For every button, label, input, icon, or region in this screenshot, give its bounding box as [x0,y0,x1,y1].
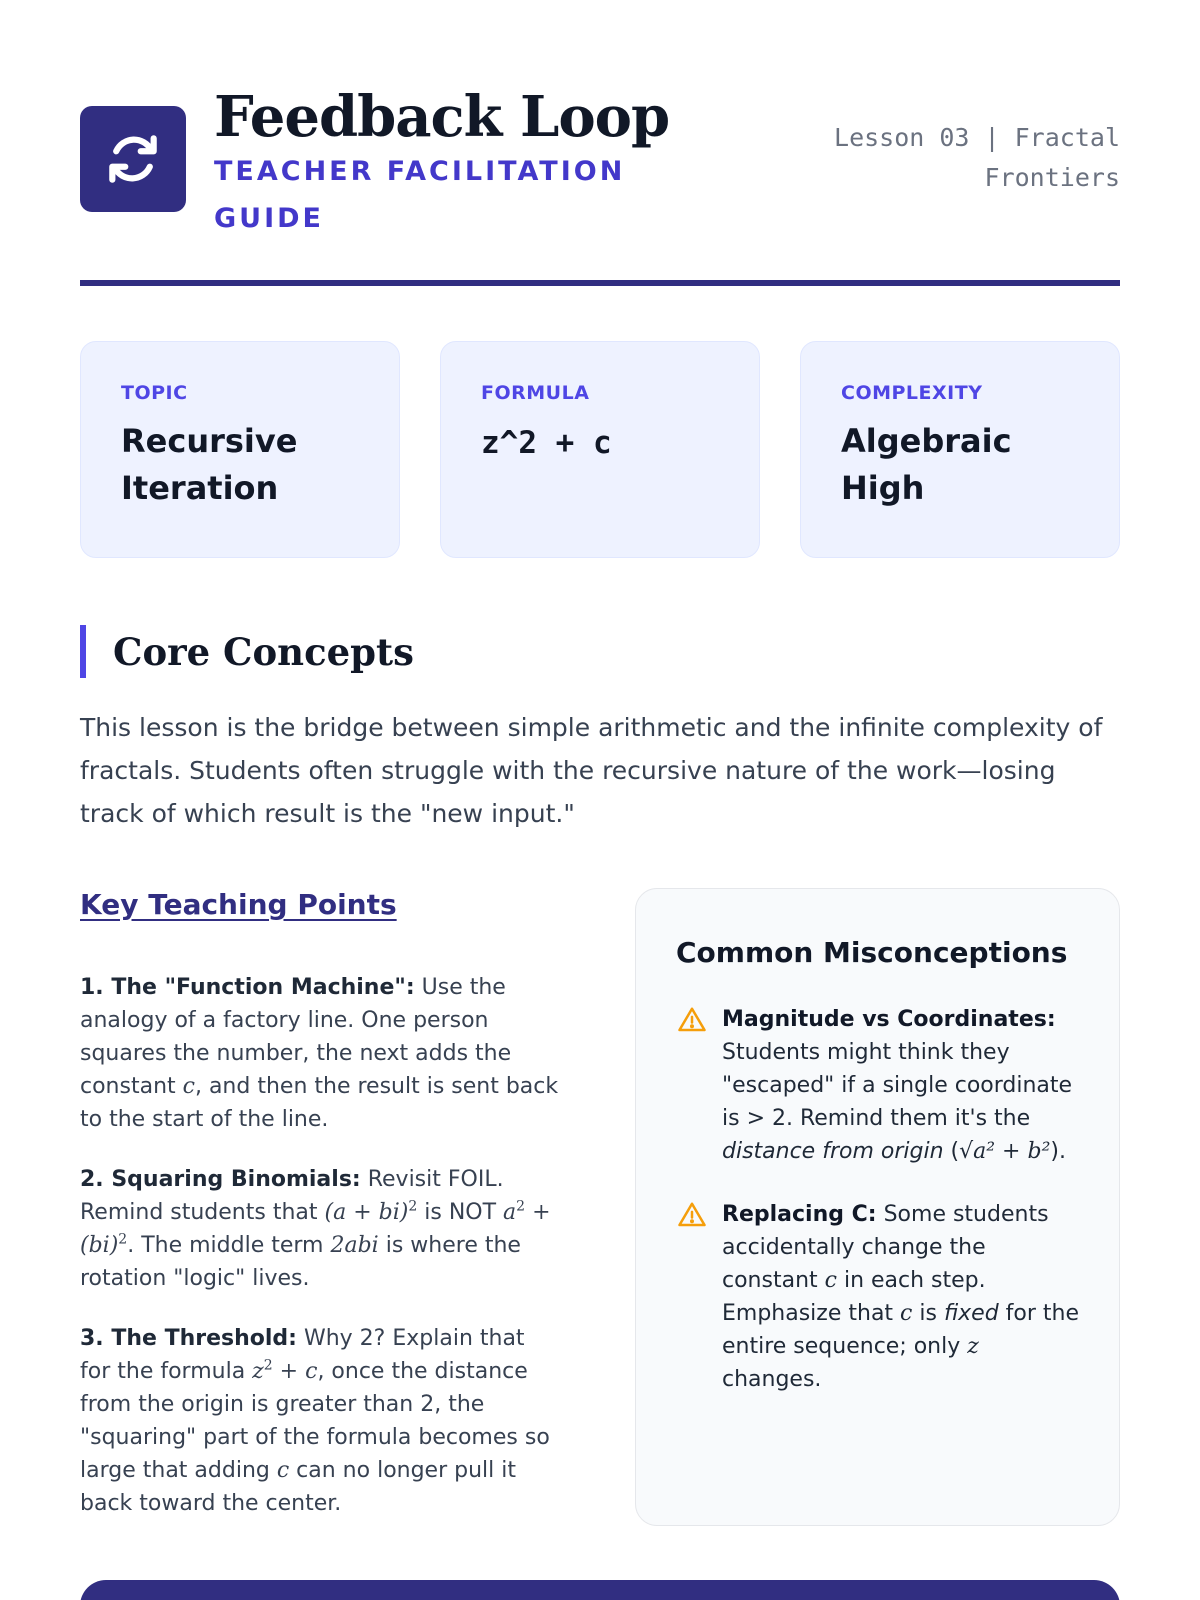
teaching-point [80,971,560,1136]
misconception-item [676,1198,1079,1396]
misconception-text: in each step. Emphasize that [722,1268,986,1326]
misconception-text: changes. [722,1367,822,1392]
refresh-icon [102,128,164,190]
page-header [80,82,1120,252]
card-value-line: Iteration [121,469,279,507]
page-subtitle: TEACHER FACILITATION GUIDE [214,156,626,234]
misconception-title: Replacing C: [722,1202,877,1227]
misconceptions-panel [635,888,1120,1526]
card-label: TOPIC [121,382,188,404]
card-value-line: Algebraic [841,422,1012,460]
math-expr: + c [272,1359,318,1384]
card-value-line: Recursive [121,422,298,460]
card-label: FORMULA [481,382,590,404]
math-var: c [182,1074,195,1099]
formula-card [440,341,760,558]
card-label: COMPLEXITY [841,382,983,404]
teaching-points-list [80,971,560,1547]
point-title: 1. The "Function Machine": [80,975,415,1000]
math-var: c [900,1301,913,1326]
math-var: z [967,1334,979,1359]
math-var: c [824,1268,837,1293]
emphasis: distance from origin [722,1139,944,1164]
math-expr: z [252,1359,264,1384]
teacher-guide-page [80,0,1120,1600]
point-text: Use the analogy of a factory line. One person squares the number, the next adds the constant [80,975,512,1099]
warning-icon [676,1005,708,1035]
math-expr: (a + bi) [324,1200,409,1225]
exponent: 2 [516,1198,526,1215]
misconception-title: Magnitude vs Coordinates: [722,1007,1056,1032]
math-expr: √a² + b² [959,1139,1051,1164]
math-expr: 2abi [330,1233,379,1258]
point-text: is NOT [417,1200,504,1225]
point-text: is where the rotation "logic" lives. [80,1233,521,1291]
emphasis: fixed [943,1301,999,1326]
math-var: c [276,1458,290,1483]
point-text: . The middle term [127,1233,331,1258]
lesson-label [790,118,1120,198]
warning-icon [676,1200,708,1230]
topic-card [80,341,400,558]
lesson-line-2: Frontiers [984,163,1120,192]
header-divider [80,280,1120,286]
lesson-line-1: Lesson 03 | Fractal [834,123,1120,152]
card-value-line: High [841,469,925,507]
math-expr: a [503,1200,517,1225]
logo [80,106,186,212]
complexity-card [800,341,1120,558]
misconception-text: ( [943,1139,960,1164]
misconception-item [676,1003,1079,1168]
page-title: Feedback Loop [214,84,670,150]
card-value [841,418,1079,512]
footer-band [80,1580,1120,1600]
misconception-text: Students might think they "escaped" if a single coordinate is > 2. Remind them it's the [722,1040,1073,1131]
card-value-line: z^2 + c [481,425,612,461]
key-teaching-points-heading: Key Teaching Points [80,888,397,921]
point-text: Why 2? Explain that for the formula [80,1326,525,1384]
exponent: 2 [263,1357,273,1374]
misconception-text: for the entire sequence; only [722,1301,1080,1359]
card-value [121,418,359,512]
point-title: 2. Squaring Binomials: [80,1167,361,1192]
point-text: , once the distance from the origin is greater than 2, the "squaring" part of the formula becomes so large that adding [80,1359,550,1483]
point-text: can no longer pull it back toward the center. [80,1458,516,1516]
misconception-text: is [912,1301,944,1326]
point-text: Revisit FOIL. Remind students that [80,1167,504,1225]
point-title: 3. The Threshold: [80,1326,297,1351]
exponent: 2 [118,1231,128,1248]
exponent: 2 [408,1198,418,1215]
teaching-point [80,1322,560,1520]
section-accent-bar [80,625,86,678]
misconception-text: ). [1050,1139,1066,1164]
point-text: , and then the result is sent back to the start of the line. [80,1074,559,1132]
section-intro: This lesson is the bridge between simple arithmetic and the infinite complexity of fractals. Students often struggle with the recursive nature of the work—losing track of which result is the "new input." [80,713,1103,828]
misconception-text: Some students accidentally change the constant [722,1202,1049,1293]
math-expr: + (bi) [80,1200,551,1258]
teaching-point [80,1163,560,1295]
panel-title: Common Misconceptions [676,936,1068,969]
section-title: Core Concepts [113,630,414,674]
card-value [481,420,719,467]
